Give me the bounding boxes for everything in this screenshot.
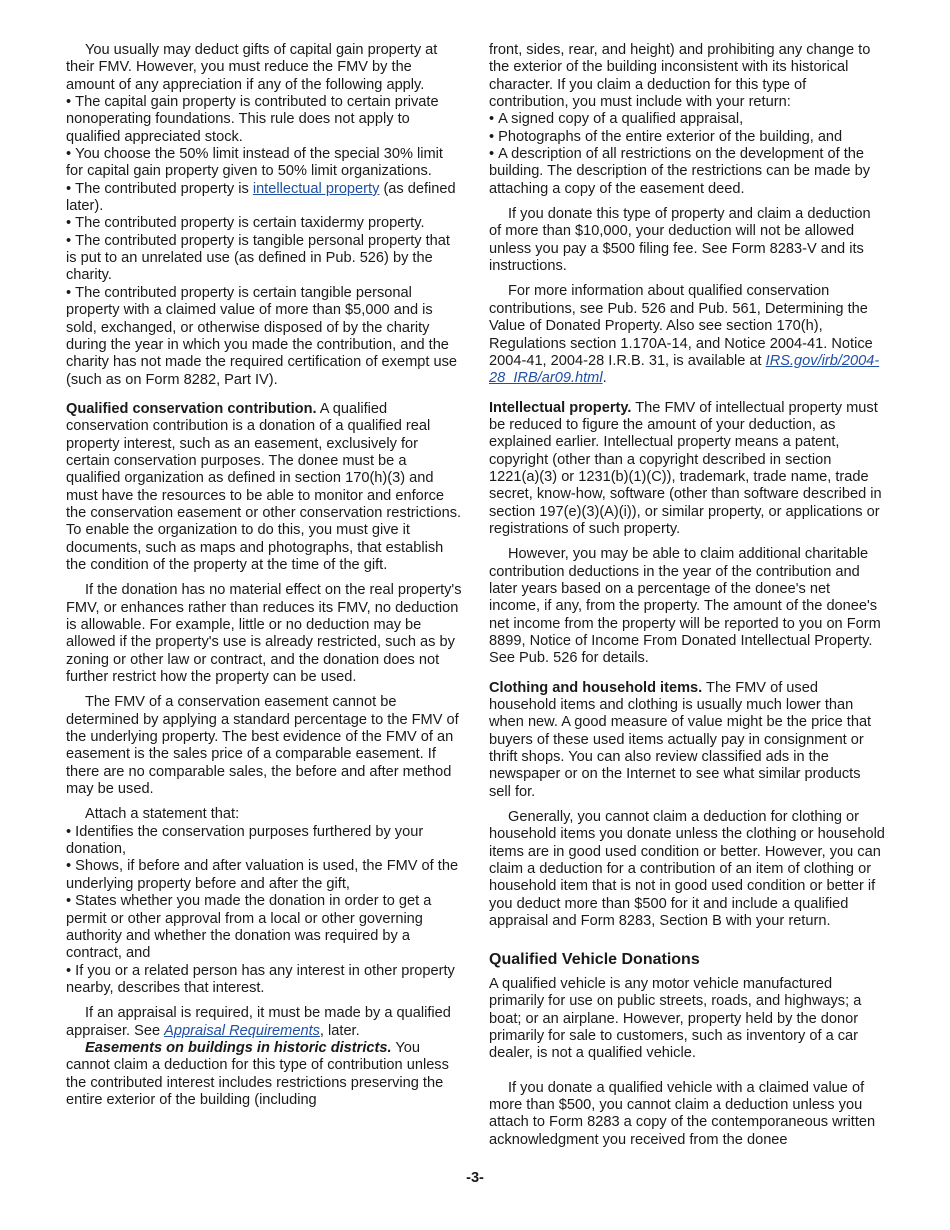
bullet-text: (as defined later). bbox=[66, 180, 456, 215]
paragraph-text: A qualified conservation contribution is a donation of a qualified real property interest, such as an easement, exclusively for certain conservation purposes. The donee must be a qualified organization as defined in section 170(h)(3) and must have the resources to be able to monitor and enforce the conservation easement or other conservation restrictions. To enable the organization to do this, you must give it documents, such as maps and photographs, that establish the condition of the property at the time of the gift. bbox=[66, 400, 462, 573]
paragraph: A qualified vehicle is any motor vehicle manufactured primarily for use on public streets, roads, and highways; a boat; or an airplane. However, property held by the donor primarily for sale to customers, such as inventory of a car dealer, is not a qualified vehicle. bbox=[489, 975, 862, 1062]
left-column bbox=[66, 42, 462, 1109]
paragraph: If you donate this type of property and claim a deduction of more than $10,000, your deduction will not be allowed unless you pay a $500 filing fee. See Form 8283-V and its instructions. bbox=[489, 206, 871, 275]
paragraph-text: You cannot claim a deduction for this type of contribution unless the contributed interest includes restrictions preserving the entire exterior of the building (including bbox=[66, 1039, 449, 1108]
bullet-item: • The contributed property is certain tangible personal property with a claimed value of more than $5,000 and is sold, exchanged, or otherwise disposed of by the charity during the year in which you made the contribution, and the charity has not made the required certification of exempt use (such as on Form 8282, Part IV). bbox=[66, 285, 462, 389]
intro-paragraph: You usually may deduct gifts of capital gain property at their FMV. However, you must reduce the FMV by the amount of any appreciation if any of the following apply. bbox=[66, 42, 438, 93]
paragraph-text: If an appraisal is required, it must be made by a qualified appraiser. See bbox=[66, 1005, 451, 1039]
run-in-heading: Qualified conservation contribution. bbox=[66, 400, 317, 417]
page-number: -3- bbox=[466, 1170, 484, 1186]
paragraph-text: The FMV of used household items and clothing is usually much lower than when new. A good measure of value might be the price that buyers of these used items actually pay in consignment or thrift shops. You can also review classified ads in the newspaper or on the Internet to see what similar products sell for. bbox=[489, 679, 872, 800]
paragraph: However, you may be able to claim additional charitable contribution deductions in the year of the contribution and later years based on a percentage of the donee's net income, if any, from the property. The amount of the donee's net income from the property will be reported to you on Form 8899, Notice of Income From Donated Intellectual Property. See Pub. 526 for details. bbox=[489, 546, 881, 667]
bullet-item: • Shows, if before and after valuation is used, the FMV of the underlying property before and after the gift, bbox=[66, 858, 462, 893]
bullet-item: • States whether you made the donation in order to get a permit or other approval from a local or other governing authority and whether the donation was required by a contract, and bbox=[66, 893, 462, 962]
bullet-item: • You choose the 50% limit instead of the special 30% limit for capital gain property given to 50% limit organizations. bbox=[66, 146, 462, 181]
appraisal-requirements-link[interactable]: Appraisal Requirements bbox=[164, 1022, 320, 1039]
irs-notice-link[interactable]: IRS.gov/irb/2004-28_IRB/ar09.html bbox=[489, 352, 880, 387]
bullet-item: • The contributed property is tangible personal property that is put to an unrelated use (as defined in Pub. 526) by the charity. bbox=[66, 233, 462, 285]
bullet-item: • A signed copy of a qualified appraisal, bbox=[489, 111, 885, 128]
historic-districts-paragraph bbox=[66, 1040, 462, 1109]
right-column bbox=[489, 42, 885, 1149]
qualified-conservation-paragraph bbox=[66, 401, 462, 574]
run-in-heading: Clothing and household items. bbox=[489, 679, 703, 696]
paragraph: The FMV of a conservation easement cannot be determined by applying a standard percentage to the FMV of the underlying property. The best evidence of the FMV of an easement is the sales price of a comparable easement. If there are no comparable sales, the before and after method may be used. bbox=[66, 694, 459, 798]
paragraph: Attach a statement that: bbox=[85, 806, 240, 823]
paragraph: front, sides, rear, and height) and prohibiting any change to the exterior of the building inconsistent with its historical character. If you claim a deduction for this type of contribution, you must include with your return: bbox=[489, 42, 871, 111]
paragraph: If the donation has no material effect on the real property's FMV, or enhances rather than reduces its FMV, no deduction is allowable. For example, little or no deduction may be allowed if the property's use is already restricted, such as by zoning or other law or contract, and the donation does not further restrict how the property can be used. bbox=[66, 582, 462, 686]
section-heading: Qualified Vehicle Donations bbox=[489, 950, 700, 968]
intellectual-property-link[interactable]: intellectual property bbox=[252, 180, 380, 197]
clothing-household-paragraph bbox=[489, 680, 885, 801]
bullet-item: • The contributed property is certain taxidermy property. bbox=[66, 215, 462, 232]
bullet-item: • The capital gain property is contributed to certain private nonoperating foundations. This rule does not apply to qualified appreciated stock. bbox=[66, 94, 462, 146]
bullet-item: • Identifies the conservation purposes furthered by your donation, bbox=[66, 824, 462, 859]
paragraph: If you donate a qualified vehicle with a claimed value of more than $500, you cannot claim a deduction unless you attach to Form 8283 a copy of the contemporaneous written acknowledgment you received from the donee bbox=[489, 1079, 876, 1148]
bullet-item: • Photographs of the entire exterior of the building, and bbox=[489, 129, 885, 146]
paragraph bbox=[66, 1005, 462, 1040]
intellectual-property-paragraph bbox=[489, 400, 885, 539]
bullet-item bbox=[66, 181, 462, 216]
paragraph-text: For more information about qualified conservation contributions, see Pub. 526 and Pub. 561, Determining the Value of Donated Property. Also see section 170(h), Regulations section 1.170A-14, and Notice 2004-41. Notice 2004-41, 2004-28 I.R.B. 31, is available at bbox=[489, 283, 873, 369]
paragraph: Generally, you cannot claim a deduction for clothing or household items you donate unless the clothing or household items are in good used condition or better. However, you can claim a deduction for a contribution of an item of clothing or household item that is not in good used condition or better if you deduct more than $500 for it and include a qualified appraisal and Form 8283, Section B with your return. bbox=[489, 809, 885, 930]
bullet-item: • If you or a related person has any interest in other property nearby, describes that interest. bbox=[66, 963, 462, 998]
paragraph-text: The FMV of intellectual property must be reduced to figure the amount of your deduction, as explained earlier. Intellectual property means a patent, copyright (other than a copyright described in section 1221(a)(3) or 1231(b)(1)(C)), trademark, trade name, trade secret, know-how, software (other than software described in section 197(e)(3)(A)(i)), or similar property, or applications or registrations of such property. bbox=[489, 399, 882, 537]
paragraph-text: , later. bbox=[319, 1022, 360, 1039]
run-in-heading: Easements on buildings in historic districts. bbox=[85, 1039, 392, 1056]
bullet-text: The contributed property is bbox=[75, 180, 253, 197]
run-in-heading: Intellectual property. bbox=[489, 399, 632, 416]
paragraph bbox=[489, 283, 885, 387]
paragraph-text: . bbox=[602, 370, 607, 387]
bullet-item: • A description of all restrictions on the development of the building. The description of the restrictions can be made by attaching a copy of the easement deed. bbox=[489, 146, 885, 198]
